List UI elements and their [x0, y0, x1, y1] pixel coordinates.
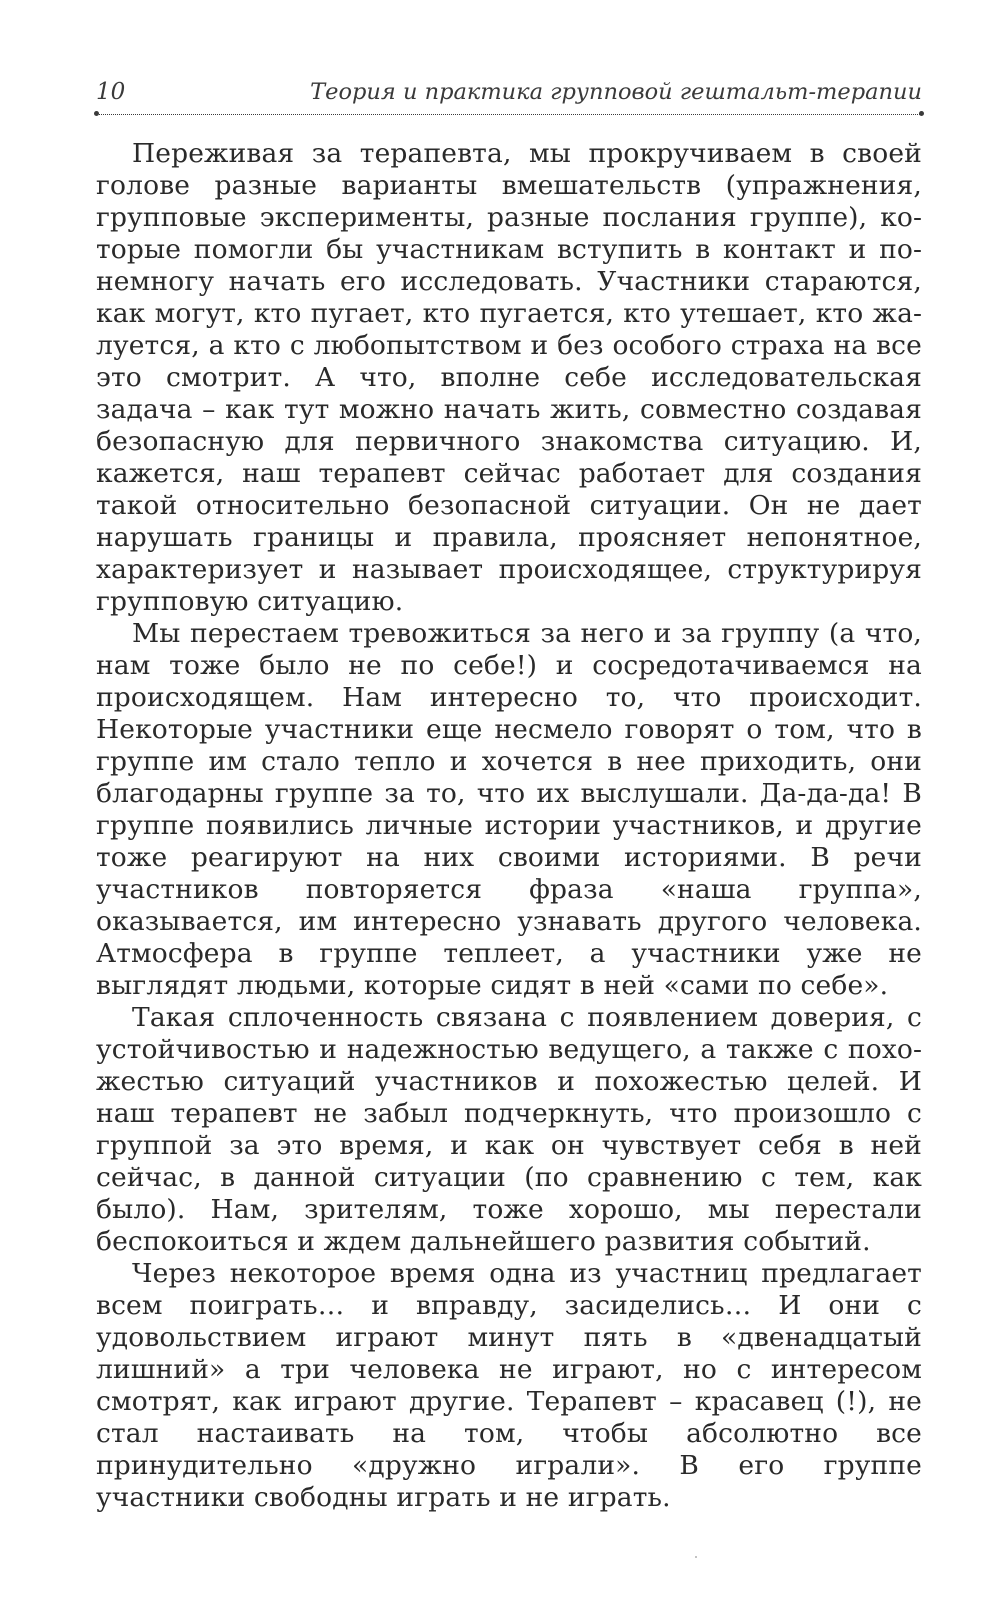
print-speck [695, 1556, 697, 1558]
paragraph: Переживая за терапевта, мы прокручиваем в своей голове разные варианты вмешательств (упражнения, групповые эксперименты, разные послания группе), которые помогли бы участникам вступить в контакт и понемногу начать его исследовать. Участники стараются, как могут, кто пугает, кто пугается, кто утешает, кто жалуется, а кто с любопытством и без особого страха на все это смотрит. А что, вполне себе исследовательская задача – как тут можно начать жить, совместно создавая безопасную для первичного знакомства ситуацию. И, кажется, наш терапевт сейчас работает для создания такой относительно безопасной ситуации. Он не дает нарушать границы и правила, проясняет непонятное, характеризует и называет происходящее, структурируя групповую ситуацию. [96, 138, 922, 617]
header-dotted-rule [96, 114, 922, 115]
running-header [96, 74, 922, 110]
paragraph: Такая сплоченность связана с появлением доверия, с устойчивостью и надежностью ведущего, а также с похожестью ситуаций участников и похожестью целей. И наш терапевт не забыл подчеркнуть, что произошло с группой за это время, и как он чувствует себя в ней сейчас, в данной ситуации (по сравнению с тем, как было). Нам, зрителям, тоже хорошо, мы перестали беспокоиться и ждем дальнейшего развития событий. [96, 1002, 922, 1257]
book-title: Теория и практика групповой гештальт-терапии [310, 79, 922, 105]
paragraph: Мы перестаем тревожиться за него и за группу (а что, нам тоже было не по себе!) и сосредотачиваемся на происходящем. Нам интересно то, что происходит. Некоторые участники еще несмело говорят о том, что в группе им стало тепло и хочется в нее приходить, они благодарны группе за то, что их выслушали. Да-да-да! В группе появились личные истории участников, и другие тоже реагируют на них своими историями. В речи участников повторяется фраза «наша группа», оказывается, им интересно узнавать другого человека. Атмосфера в группе теплеет, а участники уже не выглядят людьми, которые сидят в ней «сами по себе». [96, 618, 922, 1001]
body-text [96, 138, 922, 1514]
page-number: 10 [96, 79, 126, 105]
paragraph: Через некоторое время одна из участниц предлагает всем поиграть… и вправду, засиделись… И они с удовольствием играют минут пять в «двенадцатый лишний» а три человека не играют, но с интересом смотрят, как играют другие. Терапевт – красавец (!), не стал настаивать на том, чтобы абсолютно все принудительно «дружно играли». В его группе участники свободны играть и не играть. [96, 1258, 922, 1513]
